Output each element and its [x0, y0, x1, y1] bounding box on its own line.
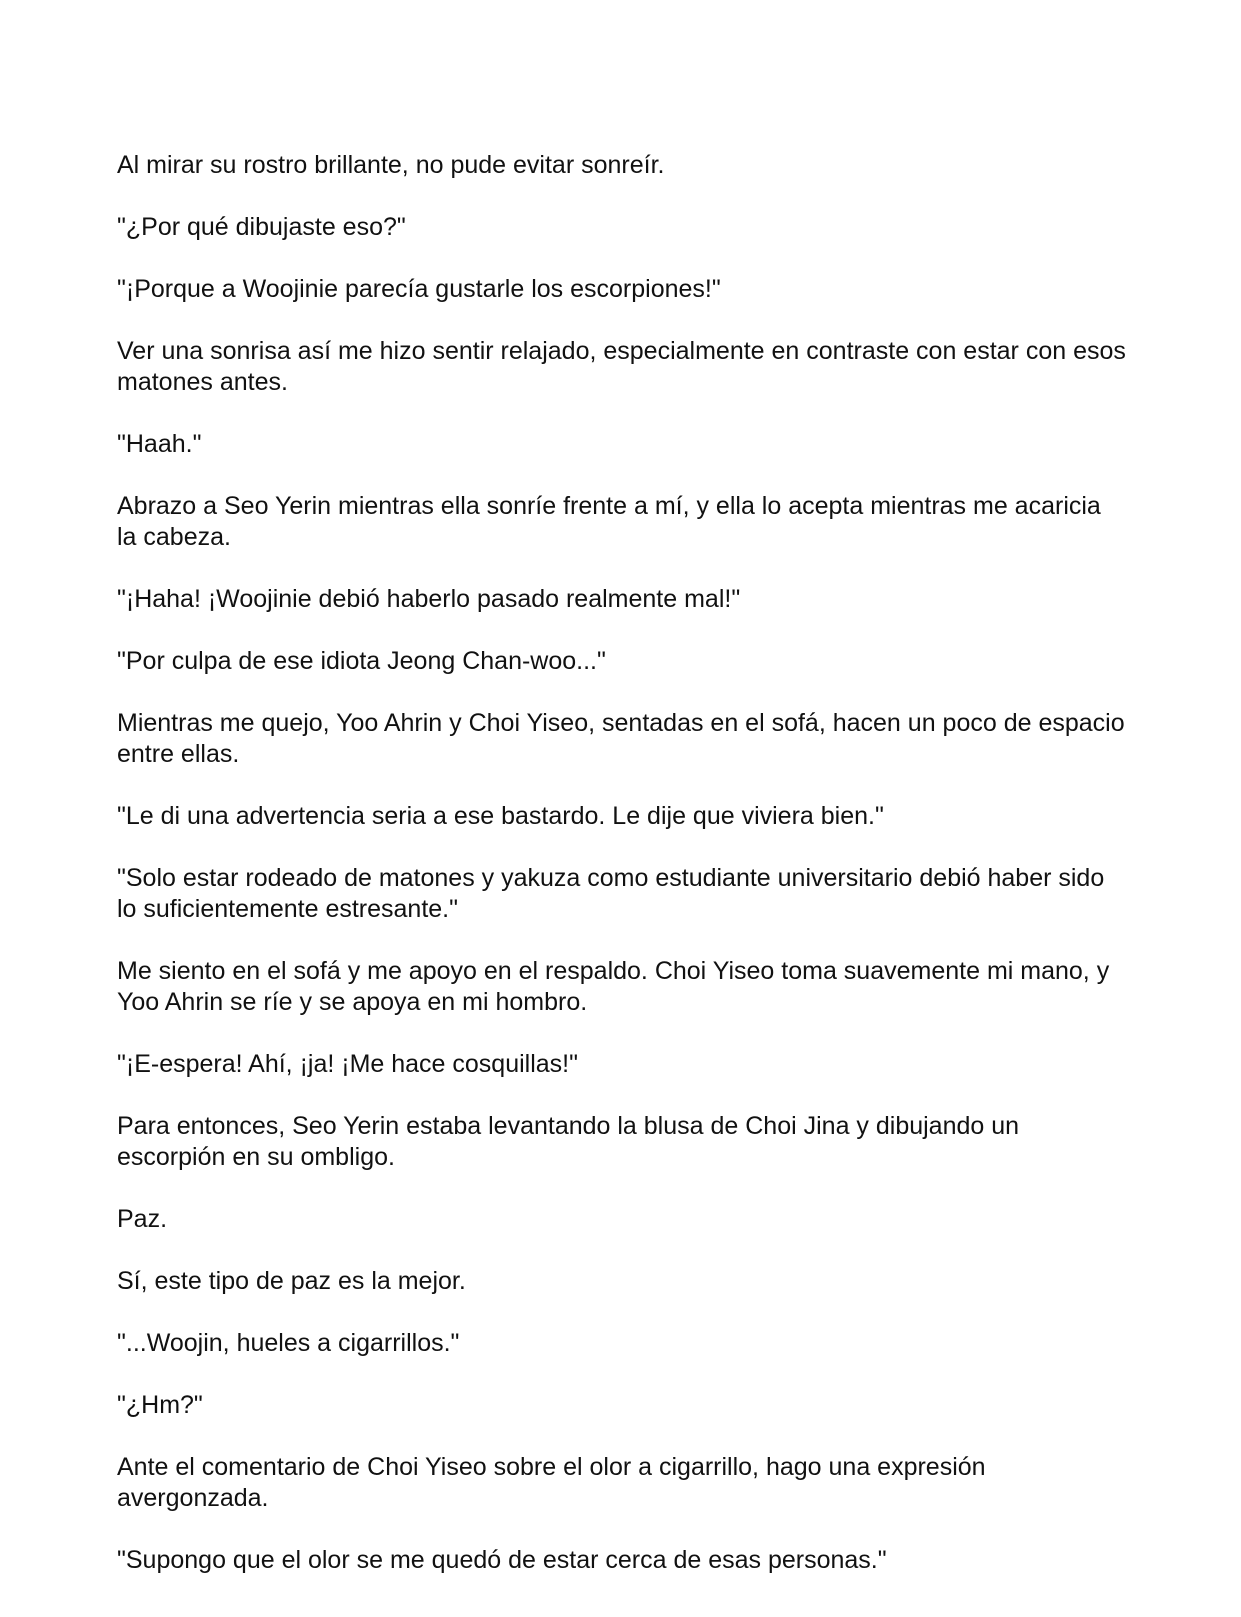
paragraph: "¡E-espera! Ahí, ¡ja! ¡Me hace cosquillas!": [117, 1050, 578, 1078]
paragraph: Ver una sonrisa así me hizo sentir relajado, especialmente en contraste con estar con esos matones antes.: [117, 337, 1126, 396]
paragraph: Al mirar su rostro brillante, no pude evitar sonreír.: [117, 151, 665, 179]
paragraph: "Haah.": [117, 430, 202, 458]
paragraph: "¿Hm?": [117, 1391, 203, 1419]
paragraph: Para entonces, Seo Yerin estaba levantando la blusa de Choi Jina y dibujando un escorpión en su ombligo.: [117, 1112, 1020, 1171]
paragraph: "...Woojin, hueles a cigarrillos.": [117, 1329, 460, 1357]
paragraph: Mientras me quejo, Yoo Ahrin y Choi Yiseo, sentadas en el sofá, hacen un poco de espacio entre ellas.: [117, 709, 1125, 768]
paragraph: Sí, este tipo de paz es la mejor.: [117, 1267, 466, 1295]
paragraph: "¡Porque a Woojinie parecía gustarle los escorpiones!": [117, 275, 721, 303]
document-body: [117, 150, 1127, 1607]
paragraph: Me siento en el sofá y me apoyo en el respaldo. Choi Yiseo toma suavemente mi mano, y Yoo Ahrin se ríe y se apoya en mi hombro.: [117, 957, 1110, 1016]
paragraph: Paz.: [117, 1205, 168, 1233]
paragraph: "Le di una advertencia seria a ese bastardo. Le dije que viviera bien.": [117, 802, 884, 830]
paragraph: "Por culpa de ese idiota Jeong Chan-woo...": [117, 647, 606, 675]
paragraph: "¡Haha! ¡Woojinie debió haberlo pasado realmente mal!": [117, 585, 741, 613]
paragraph: Abrazo a Seo Yerin mientras ella sonríe frente a mí, y ella lo acepta mientras me acaricia la cabeza.: [117, 492, 1101, 551]
paragraph: "Solo estar rodeado de matones y yakuza como estudiante universitario debió haber sido lo suficientemente estresante.": [117, 864, 1105, 923]
paragraph: "Supongo que el olor se me quedó de estar cerca de esas personas.": [117, 1546, 887, 1574]
paragraph: Ante el comentario de Choi Yiseo sobre el olor a cigarrillo, hago una expresión avergonzada.: [117, 1453, 986, 1512]
paragraph: "¿Por qué dibujaste eso?": [117, 213, 406, 241]
